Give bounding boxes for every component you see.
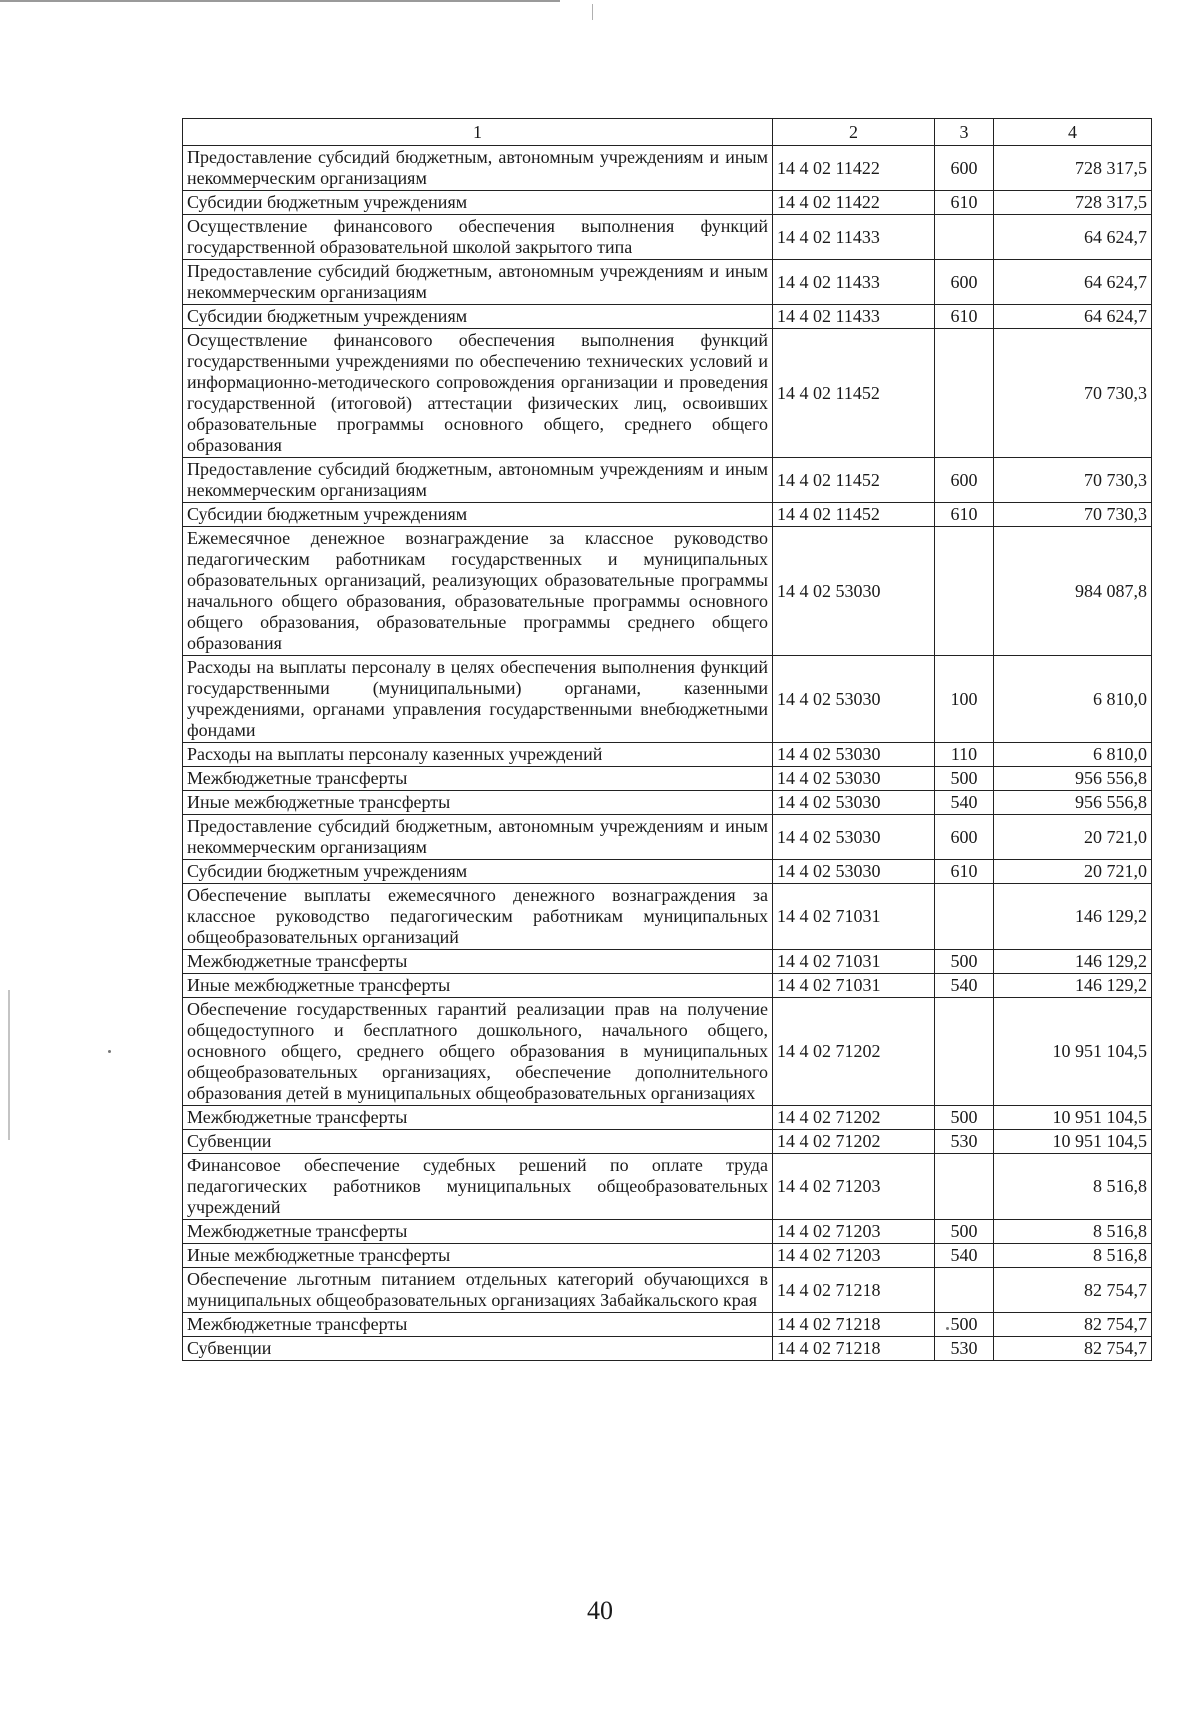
- amount-cell: 956 556,8: [994, 791, 1152, 815]
- expense-name-cell: Межбюджетные трансферты: [183, 1313, 773, 1337]
- expense-name-cell: Субсидии бюджетным учреждениям: [183, 860, 773, 884]
- amount-cell: 8 516,8: [994, 1154, 1152, 1220]
- target-article-code-cell: 14 4 02 11433: [773, 260, 935, 305]
- expense-type-cell: [935, 215, 994, 260]
- expense-type-cell: 540: [935, 974, 994, 998]
- scan-speck: [108, 1050, 111, 1053]
- expense-name-cell: Ежемесячное денежное вознаграждение за классное руководство педагогическим работникам государственных и муниципальных образовательных организаций, реализующих образовательные программы начального общего образования, образовательные программы основного общего образования, образовательные программы среднего общего образования: [183, 527, 773, 656]
- expense-type-cell: 610: [935, 191, 994, 215]
- amount-cell: 956 556,8: [994, 767, 1152, 791]
- target-article-code-cell: 14 4 02 71203: [773, 1244, 935, 1268]
- amount-cell: 10 951 104,5: [994, 1106, 1152, 1130]
- table-row: [183, 215, 1152, 260]
- target-article-code-cell: 14 4 02 53030: [773, 767, 935, 791]
- expense-type-cell: 600: [935, 146, 994, 191]
- amount-cell: 984 087,8: [994, 527, 1152, 656]
- expense-type-cell: 530: [935, 1130, 994, 1154]
- table-row: [183, 884, 1152, 950]
- expense-name-cell: Расходы на выплаты персоналу в целях обеспечения выполнения функций государственными (муниципальными) органами, казенными учреждениями, органами управления государственными внебюджетными фондами: [183, 656, 773, 743]
- target-article-code-cell: 14 4 02 11422: [773, 146, 935, 191]
- expense-name-cell: Межбюджетные трансферты: [183, 950, 773, 974]
- table-row: [183, 998, 1152, 1106]
- amount-cell: 82 754,7: [994, 1313, 1152, 1337]
- table-row: [183, 656, 1152, 743]
- expense-name-cell: Иные межбюджетные трансферты: [183, 974, 773, 998]
- target-article-code-cell: 14 4 02 71031: [773, 974, 935, 998]
- target-article-code-cell: 14 4 02 11422: [773, 191, 935, 215]
- target-article-code-cell: 14 4 02 53030: [773, 743, 935, 767]
- amount-cell: 146 129,2: [994, 884, 1152, 950]
- expense-type-cell: 540: [935, 1244, 994, 1268]
- amount-cell: 70 730,3: [994, 329, 1152, 458]
- table-row: [183, 1130, 1152, 1154]
- table-row: [183, 305, 1152, 329]
- target-article-code-cell: 14 4 02 71202: [773, 1106, 935, 1130]
- amount-cell: 82 754,7: [994, 1268, 1152, 1313]
- amount-cell: 728 317,5: [994, 191, 1152, 215]
- scan-margin-mark: [8, 990, 10, 1140]
- table-row: [183, 1106, 1152, 1130]
- table-header-row: [183, 119, 1152, 146]
- expense-name-cell: Субсидии бюджетным учреждениям: [183, 191, 773, 215]
- scan-edge-line: [0, 0, 560, 2]
- expense-type-cell: 610: [935, 503, 994, 527]
- table-row: [183, 950, 1152, 974]
- expense-type-cell: 600: [935, 260, 994, 305]
- target-article-code-cell: 14 4 02 71218: [773, 1268, 935, 1313]
- expense-type-cell: [935, 998, 994, 1106]
- table-row: [183, 503, 1152, 527]
- expense-name-cell: Межбюджетные трансферты: [183, 1220, 773, 1244]
- expense-name-cell: Обеспечение выплаты ежемесячного денежного вознаграждения за классное руководство педагогическим работникам муниципальных общеобразовательных организаций: [183, 884, 773, 950]
- target-article-code-cell: 14 4 02 53030: [773, 656, 935, 743]
- table-row: [183, 1244, 1152, 1268]
- expense-name-cell: Осуществление финансового обеспечения выполнения функций государственной образовательной школой закрытого типа: [183, 215, 773, 260]
- expense-type-cell: [935, 1268, 994, 1313]
- amount-cell: 70 730,3: [994, 503, 1152, 527]
- table-row: [183, 860, 1152, 884]
- expense-type-cell: 100: [935, 656, 994, 743]
- target-article-code-cell: 14 4 02 53030: [773, 791, 935, 815]
- target-article-code-cell: 14 4 02 71202: [773, 1130, 935, 1154]
- expense-name-cell: Субсидии бюджетным учреждениям: [183, 305, 773, 329]
- target-article-code-cell: 14 4 02 11452: [773, 329, 935, 458]
- expense-type-cell: 500: [935, 1106, 994, 1130]
- expense-type-cell: 500: [935, 1313, 994, 1337]
- column-header-3: 3: [935, 119, 994, 146]
- expense-name-cell: Предоставление субсидий бюджетным, автономным учреждениям и иным некоммерческим организациям: [183, 458, 773, 503]
- amount-cell: 6 810,0: [994, 743, 1152, 767]
- expense-type-cell: 110: [935, 743, 994, 767]
- table-row: [183, 1154, 1152, 1220]
- table-row: [183, 974, 1152, 998]
- expense-type-cell: 540: [935, 791, 994, 815]
- page-number: 40: [587, 1596, 613, 1625]
- expense-name-cell: Расходы на выплаты персоналу казенных учреждений: [183, 743, 773, 767]
- expense-name-cell: Обеспечение государственных гарантий реализации прав на получение общедоступного и бесплатного дошкольного, начального общего, основного общего, среднего общего образования в муниципальных общеобразовательных организациях, обеспечение дополнительного образования детей в муниципальных общеобразовательных организациях: [183, 998, 773, 1106]
- expense-type-cell: [935, 527, 994, 656]
- target-article-code-cell: 14 4 02 71203: [773, 1220, 935, 1244]
- target-article-code-cell: 14 4 02 11452: [773, 503, 935, 527]
- table-row: [183, 191, 1152, 215]
- amount-cell: 64 624,7: [994, 260, 1152, 305]
- table-row: [183, 791, 1152, 815]
- expense-name-cell: Субвенции: [183, 1337, 773, 1361]
- table-row: [183, 1220, 1152, 1244]
- expense-type-cell: 600: [935, 815, 994, 860]
- expense-name-cell: Предоставление субсидий бюджетным, автономным учреждениям и иным некоммерческим организациям: [183, 146, 773, 191]
- expense-type-cell: 600: [935, 458, 994, 503]
- expense-name-cell: Межбюджетные трансферты: [183, 1106, 773, 1130]
- table-row: [183, 260, 1152, 305]
- scan-tick-mark: [592, 4, 593, 20]
- target-article-code-cell: 14 4 02 71202: [773, 998, 935, 1106]
- budget-table-body: [183, 119, 1152, 1361]
- amount-cell: 146 129,2: [994, 974, 1152, 998]
- target-article-code-cell: 14 4 02 71203: [773, 1154, 935, 1220]
- table-row: [183, 527, 1152, 656]
- table-row: [183, 815, 1152, 860]
- amount-cell: 10 951 104,5: [994, 998, 1152, 1106]
- amount-cell: 728 317,5: [994, 146, 1152, 191]
- expense-type-cell: 610: [935, 860, 994, 884]
- expense-name-cell: Субсидии бюджетным учреждениям: [183, 503, 773, 527]
- amount-cell: 70 730,3: [994, 458, 1152, 503]
- amount-cell: 64 624,7: [994, 215, 1152, 260]
- amount-cell: 20 721,0: [994, 815, 1152, 860]
- expense-type-cell: 610: [935, 305, 994, 329]
- expense-type-cell: [935, 329, 994, 458]
- expense-name-cell: Предоставление субсидий бюджетным, автономным учреждениям и иным некоммерческим организациям: [183, 815, 773, 860]
- table-row: [183, 458, 1152, 503]
- table-row: [183, 743, 1152, 767]
- target-article-code-cell: 14 4 02 71031: [773, 884, 935, 950]
- amount-cell: 64 624,7: [994, 305, 1152, 329]
- expense-name-cell: Финансовое обеспечение судебных решений по оплате труда педагогических работников муниципальных общеобразовательных учреждений: [183, 1154, 773, 1220]
- expense-name-cell: Обеспечение льготным питанием отдельных категорий обучающихся в муниципальных общеобразовательных организациях Забайкальского края: [183, 1268, 773, 1313]
- amount-cell: 6 810,0: [994, 656, 1152, 743]
- table-row: [183, 146, 1152, 191]
- amount-cell: 8 516,8: [994, 1220, 1152, 1244]
- target-article-code-cell: 14 4 02 11433: [773, 305, 935, 329]
- expense-type-cell: [935, 884, 994, 950]
- column-header-4: 4: [994, 119, 1152, 146]
- target-article-code-cell: 14 4 02 11433: [773, 215, 935, 260]
- expense-type-cell: 500: [935, 767, 994, 791]
- target-article-code-cell: 14 4 02 71031: [773, 950, 935, 974]
- expense-name-cell: Осуществление финансового обеспечения выполнения функций государственными учреждениями по обеспечению технических условий и информационно-методического сопровождения организации и проведения государственной (итоговой) аттестации физических лиц, освоивших образовательные программы основного общего, среднего общего образования: [183, 329, 773, 458]
- expense-type-cell: [935, 1154, 994, 1220]
- expense-type-cell: 530: [935, 1337, 994, 1361]
- table-row: [183, 329, 1152, 458]
- budget-table: [182, 118, 1152, 1361]
- target-article-code-cell: 14 4 02 71218: [773, 1313, 935, 1337]
- column-header-2: 2: [773, 119, 935, 146]
- amount-cell: 8 516,8: [994, 1244, 1152, 1268]
- amount-cell: 20 721,0: [994, 860, 1152, 884]
- expense-name-cell: Субвенции: [183, 1130, 773, 1154]
- expense-type-cell: 500: [935, 1220, 994, 1244]
- target-article-code-cell: 14 4 02 71218: [773, 1337, 935, 1361]
- amount-cell: 10 951 104,5: [994, 1130, 1152, 1154]
- expense-type-cell: 500: [935, 950, 994, 974]
- target-article-code-cell: 14 4 02 53030: [773, 815, 935, 860]
- target-article-code-cell: 14 4 02 53030: [773, 860, 935, 884]
- expense-name-cell: Предоставление субсидий бюджетным, автономным учреждениям и иным некоммерческим организациям: [183, 260, 773, 305]
- table-row: [183, 1313, 1152, 1337]
- expense-name-cell: Иные межбюджетные трансферты: [183, 1244, 773, 1268]
- amount-cell: 82 754,7: [994, 1337, 1152, 1361]
- amount-cell: 146 129,2: [994, 950, 1152, 974]
- table-row: [183, 767, 1152, 791]
- table-row: [183, 1268, 1152, 1313]
- column-header-1: 1: [183, 119, 773, 146]
- target-article-code-cell: 14 4 02 11452: [773, 458, 935, 503]
- table-row: [183, 1337, 1152, 1361]
- expense-name-cell: Межбюджетные трансферты: [183, 767, 773, 791]
- target-article-code-cell: 14 4 02 53030: [773, 527, 935, 656]
- expense-name-cell: Иные межбюджетные трансферты: [183, 791, 773, 815]
